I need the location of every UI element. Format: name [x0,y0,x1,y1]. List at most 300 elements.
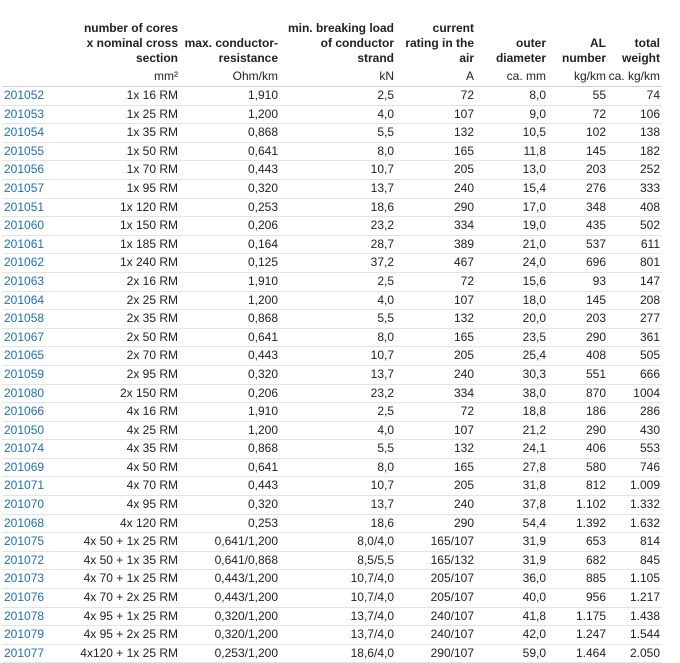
current-rating: 132 [396,440,476,459]
outer-diameter: 42,0 [476,626,548,645]
product-code-link[interactable]: 201070 [4,497,45,512]
total-weight: 611 [608,235,662,254]
table-row [2,272,662,291]
conductor-resistance: 0,320/1,200 [180,626,280,645]
table-row [2,440,662,459]
table-row [2,551,662,570]
breaking-load: 4,0 [280,421,396,440]
conductor-resistance: 1,200 [180,105,280,124]
current-rating: 334 [396,217,476,236]
breaking-load: 18,6 [280,198,396,217]
total-weight: 1.438 [608,607,662,626]
breaking-load: 5,5 [280,440,396,459]
outer-diameter: 54,4 [476,514,548,533]
current-rating: 389 [396,235,476,254]
cores-cross-section: 1x 70 RM [72,161,180,180]
total-weight: 286 [608,403,662,422]
table-row [2,161,662,180]
product-code-cell [2,105,72,124]
product-code-cell [2,514,72,533]
unit-weight: ca. kg/km [608,66,662,87]
table-row [2,477,662,496]
breaking-load: 10,7 [280,347,396,366]
breaking-load: 10,7 [280,477,396,496]
header-outer-diameter: outer diameter [495,36,546,65]
breaking-load: 13,7/4,0 [280,626,396,645]
outer-diameter: 9,0 [476,105,548,124]
cores-cross-section: 1x 185 RM [72,235,180,254]
product-code-link[interactable]: 201069 [4,459,45,474]
total-weight: 502 [608,217,662,236]
product-code-cell [2,328,72,347]
unit-breaking-load: kN [280,66,396,87]
product-code-link[interactable]: 201076 [4,590,45,605]
al-number: 72 [548,105,608,124]
total-weight: 430 [608,421,662,440]
current-rating: 72 [396,87,476,106]
conductor-resistance: 0,164 [180,235,280,254]
cores-cross-section: 2x 95 RM [72,365,180,384]
al-number: 406 [548,440,608,459]
table-row [2,198,662,217]
total-weight: 252 [608,161,662,180]
cores-cross-section: 2x 35 RM [72,310,180,329]
breaking-load: 8,5/5,5 [280,551,396,570]
outer-diameter: 17,0 [476,198,548,217]
breaking-load: 2,5 [280,403,396,422]
conductor-resistance: 0,641 [180,142,280,161]
cores-cross-section: 4x 95 + 1x 25 RM [72,607,180,626]
product-code-cell [2,124,72,143]
product-code-link[interactable]: 201054 [4,125,45,140]
outer-diameter: 23,5 [476,328,548,347]
breaking-load: 8,0 [280,142,396,161]
product-code-link[interactable]: 201052 [4,88,45,102]
header-conductor-resistance: max. conductor-resistance [184,36,278,65]
total-weight: 505 [608,347,662,366]
conductor-resistance: 0,320 [180,365,280,384]
al-number: 55 [548,87,608,106]
product-code-link[interactable]: 201058 [4,311,45,326]
product-code-cell [2,179,72,198]
total-weight: 814 [608,533,662,552]
cores-cross-section: 1x 50 RM [72,142,180,161]
current-rating: 290 [396,514,476,533]
current-rating: 240/107 [396,626,476,645]
product-code-link[interactable]: 201057 [4,180,45,195]
product-code-link[interactable]: 201053 [4,106,45,121]
cores-cross-section: 4x 70 + 2x 25 RM [72,589,180,608]
product-code-cell [2,458,72,477]
al-number: 203 [548,161,608,180]
product-code-link[interactable]: 201050 [4,422,45,437]
cores-cross-section: 4x 95 + 2x 25 RM [72,626,180,645]
conductor-resistance: 1,910 [180,87,280,106]
breaking-load: 10,7/4,0 [280,589,396,608]
product-code-link[interactable]: 201059 [4,366,45,381]
total-weight: 408 [608,198,662,217]
cores-cross-section: 1x 120 RM [72,198,180,217]
outer-diameter: 19,0 [476,217,548,236]
total-weight: 138 [608,124,662,143]
al-number: 290 [548,421,608,440]
conductor-resistance: 0,641 [180,458,280,477]
product-code-cell [2,161,72,180]
table-row [2,328,662,347]
outer-diameter: 38,0 [476,384,548,403]
conductor-resistance: 0,320/1,200 [180,607,280,626]
table-row [2,626,662,645]
total-weight: 208 [608,291,662,310]
unit-resistance: Ohm/km [180,66,280,87]
current-rating: 240 [396,365,476,384]
conductor-resistance: 0,641/1,200 [180,533,280,552]
current-rating: 467 [396,254,476,273]
product-code-cell [2,384,72,403]
cores-cross-section: 4x 95 RM [72,496,180,515]
outer-diameter: 20,0 [476,310,548,329]
al-number: 203 [548,310,608,329]
conductor-resistance: 0,641/0,868 [180,551,280,570]
product-code-link[interactable]: 201066 [4,404,45,419]
al-number: 1.464 [548,644,608,663]
current-rating: 240 [396,179,476,198]
table-row [2,347,662,366]
product-code-cell [2,142,72,161]
cores-cross-section: 1x 95 RM [72,179,180,198]
cores-cross-section: 2x 16 RM [72,272,180,291]
product-code-link[interactable]: 201067 [4,329,45,344]
table-row [2,496,662,515]
table-row [2,105,662,124]
outer-diameter: 59,0 [476,644,548,663]
cores-cross-section: 1x 35 RM [72,124,180,143]
al-number: 580 [548,458,608,477]
total-weight: 746 [608,458,662,477]
current-rating: 165 [396,458,476,477]
table-row [2,589,662,608]
total-weight: 1.217 [608,589,662,608]
product-code-link[interactable]: 201071 [4,478,45,493]
product-code-link[interactable]: 201074 [4,441,45,456]
product-code-link[interactable]: 201062 [4,255,45,270]
breaking-load: 37,2 [280,254,396,273]
product-code-cell [2,589,72,608]
unit-cross-section: mm² [72,66,180,87]
current-rating: 107 [396,291,476,310]
product-code-cell [2,272,72,291]
product-code-cell [2,347,72,366]
conductor-resistance: 0,253/1,200 [180,644,280,663]
total-weight: 1.544 [608,626,662,645]
al-number: 1.102 [548,496,608,515]
outer-diameter: 11,8 [476,142,548,161]
total-weight: 845 [608,551,662,570]
current-rating: 132 [396,124,476,143]
current-rating: 107 [396,421,476,440]
al-number: 812 [548,477,608,496]
cores-cross-section: 2x 25 RM [72,291,180,310]
cores-cross-section: 4x 25 RM [72,421,180,440]
product-code-link[interactable]: 201061 [4,236,45,251]
breaking-load: 4,0 [280,105,396,124]
table-row [2,310,662,329]
current-rating: 165/132 [396,551,476,570]
total-weight: 333 [608,179,662,198]
outer-diameter: 15,6 [476,272,548,291]
product-code-cell [2,365,72,384]
current-rating: 165/107 [396,533,476,552]
header-total-weight: total weight [622,36,660,65]
conductor-resistance: 0,868 [180,124,280,143]
product-code-link[interactable]: 201079 [4,627,45,642]
total-weight: 182 [608,142,662,161]
table-row [2,533,662,552]
current-rating: 165 [396,142,476,161]
al-number: 696 [548,254,608,273]
header-row [2,2,662,66]
table-row [2,458,662,477]
breaking-load: 18,6/4,0 [280,644,396,663]
current-rating: 165 [396,328,476,347]
current-rating: 240 [396,496,476,515]
outer-diameter: 41,8 [476,607,548,626]
product-code-cell [2,626,72,645]
current-rating: 334 [396,384,476,403]
cores-cross-section: 2x 70 RM [72,347,180,366]
current-rating: 72 [396,403,476,422]
table-row [2,254,662,273]
header-al-number: AL number [561,36,606,65]
total-weight: 1004 [608,384,662,403]
product-code-cell [2,235,72,254]
al-number: 276 [548,179,608,198]
al-number: 102 [548,124,608,143]
product-code-cell [2,607,72,626]
outer-diameter: 21,2 [476,421,548,440]
table-row [2,570,662,589]
conductor-resistance: 0,641 [180,328,280,347]
cores-cross-section: 4x 120 RM [72,514,180,533]
cores-cross-section: 2x 50 RM [72,328,180,347]
cores-cross-section: 4x 50 + 1x 35 RM [72,551,180,570]
conductor-resistance: 0,253 [180,514,280,533]
product-code-link[interactable]: 201078 [4,608,45,623]
current-rating: 240/107 [396,607,476,626]
table-row [2,644,662,663]
conductor-resistance: 1,200 [180,421,280,440]
breaking-load: 18,6 [280,514,396,533]
cores-cross-section: 4x 16 RM [72,403,180,422]
breaking-load: 13,7 [280,179,396,198]
product-code-cell [2,551,72,570]
total-weight: 277 [608,310,662,329]
unit-al-number: kg/km [548,66,608,87]
conductor-resistance: 0,125 [180,254,280,273]
conductor-resistance: 0,253 [180,198,280,217]
product-code-link[interactable]: 201080 [4,385,45,400]
total-weight: 147 [608,272,662,291]
breaking-load: 13,7/4,0 [280,607,396,626]
al-number: 408 [548,347,608,366]
product-code-link[interactable]: 201075 [4,534,45,549]
outer-diameter: 8,0 [476,87,548,106]
breaking-load: 13,7 [280,365,396,384]
conductor-resistance: 0,868 [180,440,280,459]
product-code-cell [2,440,72,459]
table-row [2,403,662,422]
outer-diameter: 18,8 [476,403,548,422]
table-row [2,365,662,384]
outer-diameter: 27,8 [476,458,548,477]
current-rating: 290 [396,198,476,217]
product-code-cell [2,533,72,552]
total-weight: 2.050 [608,644,662,663]
cores-cross-section: 1x 25 RM [72,105,180,124]
cores-cross-section: 1x 150 RM [72,217,180,236]
current-rating: 290/107 [396,644,476,663]
table-row [2,142,662,161]
product-code-cell [2,496,72,515]
outer-diameter: 13,0 [476,161,548,180]
outer-diameter: 25,4 [476,347,548,366]
product-code-link[interactable]: 201072 [4,552,45,567]
breaking-load: 13,7 [280,496,396,515]
header-breaking-load: min. breaking load of conductor strand [287,21,394,65]
product-code-link[interactable]: 201063 [4,273,45,288]
total-weight: 361 [608,328,662,347]
al-number: 290 [548,328,608,347]
breaking-load: 28,7 [280,235,396,254]
table-row [2,87,662,106]
outer-diameter: 31,9 [476,551,548,570]
cores-cross-section: 4x 50 RM [72,458,180,477]
al-number: 93 [548,272,608,291]
al-number: 537 [548,235,608,254]
total-weight: 553 [608,440,662,459]
total-weight: 1.632 [608,514,662,533]
product-code-link[interactable]: 201055 [4,143,45,158]
conductor-resistance: 1,910 [180,272,280,291]
total-weight: 74 [608,87,662,106]
product-code-link[interactable]: 201073 [4,571,45,586]
cores-cross-section: 4x 70 RM [72,477,180,496]
product-code-cell [2,87,72,106]
conductor-resistance: 0,443/1,200 [180,570,280,589]
product-code-cell [2,291,72,310]
product-code-cell [2,570,72,589]
table-row [2,421,662,440]
table-row [2,124,662,143]
al-number: 956 [548,589,608,608]
units-row [2,66,662,87]
current-rating: 205 [396,161,476,180]
product-code-cell [2,403,72,422]
conductor-resistance: 1,200 [180,291,280,310]
conductor-resistance: 0,868 [180,310,280,329]
al-number: 870 [548,384,608,403]
cores-cross-section: 4x 70 + 1x 25 RM [72,570,180,589]
outer-diameter: 18,0 [476,291,548,310]
current-rating: 132 [396,310,476,329]
product-code-link[interactable]: 201051 [4,199,45,214]
product-code-link[interactable]: 201056 [4,162,45,177]
product-code-cell [2,254,72,273]
breaking-load: 23,2 [280,384,396,403]
outer-diameter: 15,4 [476,179,548,198]
breaking-load: 10,7/4,0 [280,570,396,589]
al-number: 1.392 [548,514,608,533]
unit-current: A [396,66,476,87]
header-current-rating: current rating in the air [405,21,474,65]
header-cores-cross-section: number of cores x nominal cross section [83,21,178,65]
breaking-load: 8,0/4,0 [280,533,396,552]
current-rating: 205/107 [396,589,476,608]
product-code-link[interactable]: 201077 [4,645,45,660]
conductor-resistance: 0,206 [180,217,280,236]
table-row [2,217,662,236]
conductor-resistance: 0,443/1,200 [180,589,280,608]
current-rating: 205 [396,347,476,366]
conductor-resistance: 0,443 [180,477,280,496]
header-code [2,2,72,66]
current-rating: 107 [396,105,476,124]
conductor-resistance: 0,443 [180,347,280,366]
product-code-cell [2,217,72,236]
conductor-resistance: 0,206 [180,384,280,403]
table-row [2,514,662,533]
al-number: 145 [548,142,608,161]
outer-diameter: 24,0 [476,254,548,273]
product-code-link[interactable]: 201065 [4,348,45,363]
current-rating: 205/107 [396,570,476,589]
outer-diameter: 31,9 [476,533,548,552]
table-row [2,384,662,403]
breaking-load: 5,5 [280,124,396,143]
breaking-load: 10,7 [280,161,396,180]
cable-data-table [2,2,662,663]
cores-cross-section: 4x 35 RM [72,440,180,459]
product-code-cell [2,477,72,496]
outer-diameter: 31,8 [476,477,548,496]
total-weight: 666 [608,365,662,384]
cores-cross-section: 4x120 + 1x 25 RM [72,644,180,663]
total-weight: 1.105 [608,570,662,589]
product-code-link[interactable]: 201068 [4,515,45,530]
outer-diameter: 10,5 [476,124,548,143]
conductor-resistance: 1,910 [180,403,280,422]
breaking-load: 23,2 [280,217,396,236]
cores-cross-section: 2x 150 RM [72,384,180,403]
product-code-link[interactable]: 201060 [4,218,45,233]
al-number: 435 [548,217,608,236]
product-code-cell [2,421,72,440]
total-weight: 106 [608,105,662,124]
product-code-link[interactable]: 201064 [4,292,45,307]
current-rating: 72 [396,272,476,291]
outer-diameter: 36,0 [476,570,548,589]
conductor-resistance: 0,443 [180,161,280,180]
outer-diameter: 30,3 [476,365,548,384]
al-number: 186 [548,403,608,422]
unit-code [2,66,72,87]
breaking-load: 8,0 [280,328,396,347]
outer-diameter: 24,1 [476,440,548,459]
al-number: 682 [548,551,608,570]
conductor-resistance: 0,320 [180,496,280,515]
outer-diameter: 37,8 [476,496,548,515]
breaking-load: 2,5 [280,272,396,291]
